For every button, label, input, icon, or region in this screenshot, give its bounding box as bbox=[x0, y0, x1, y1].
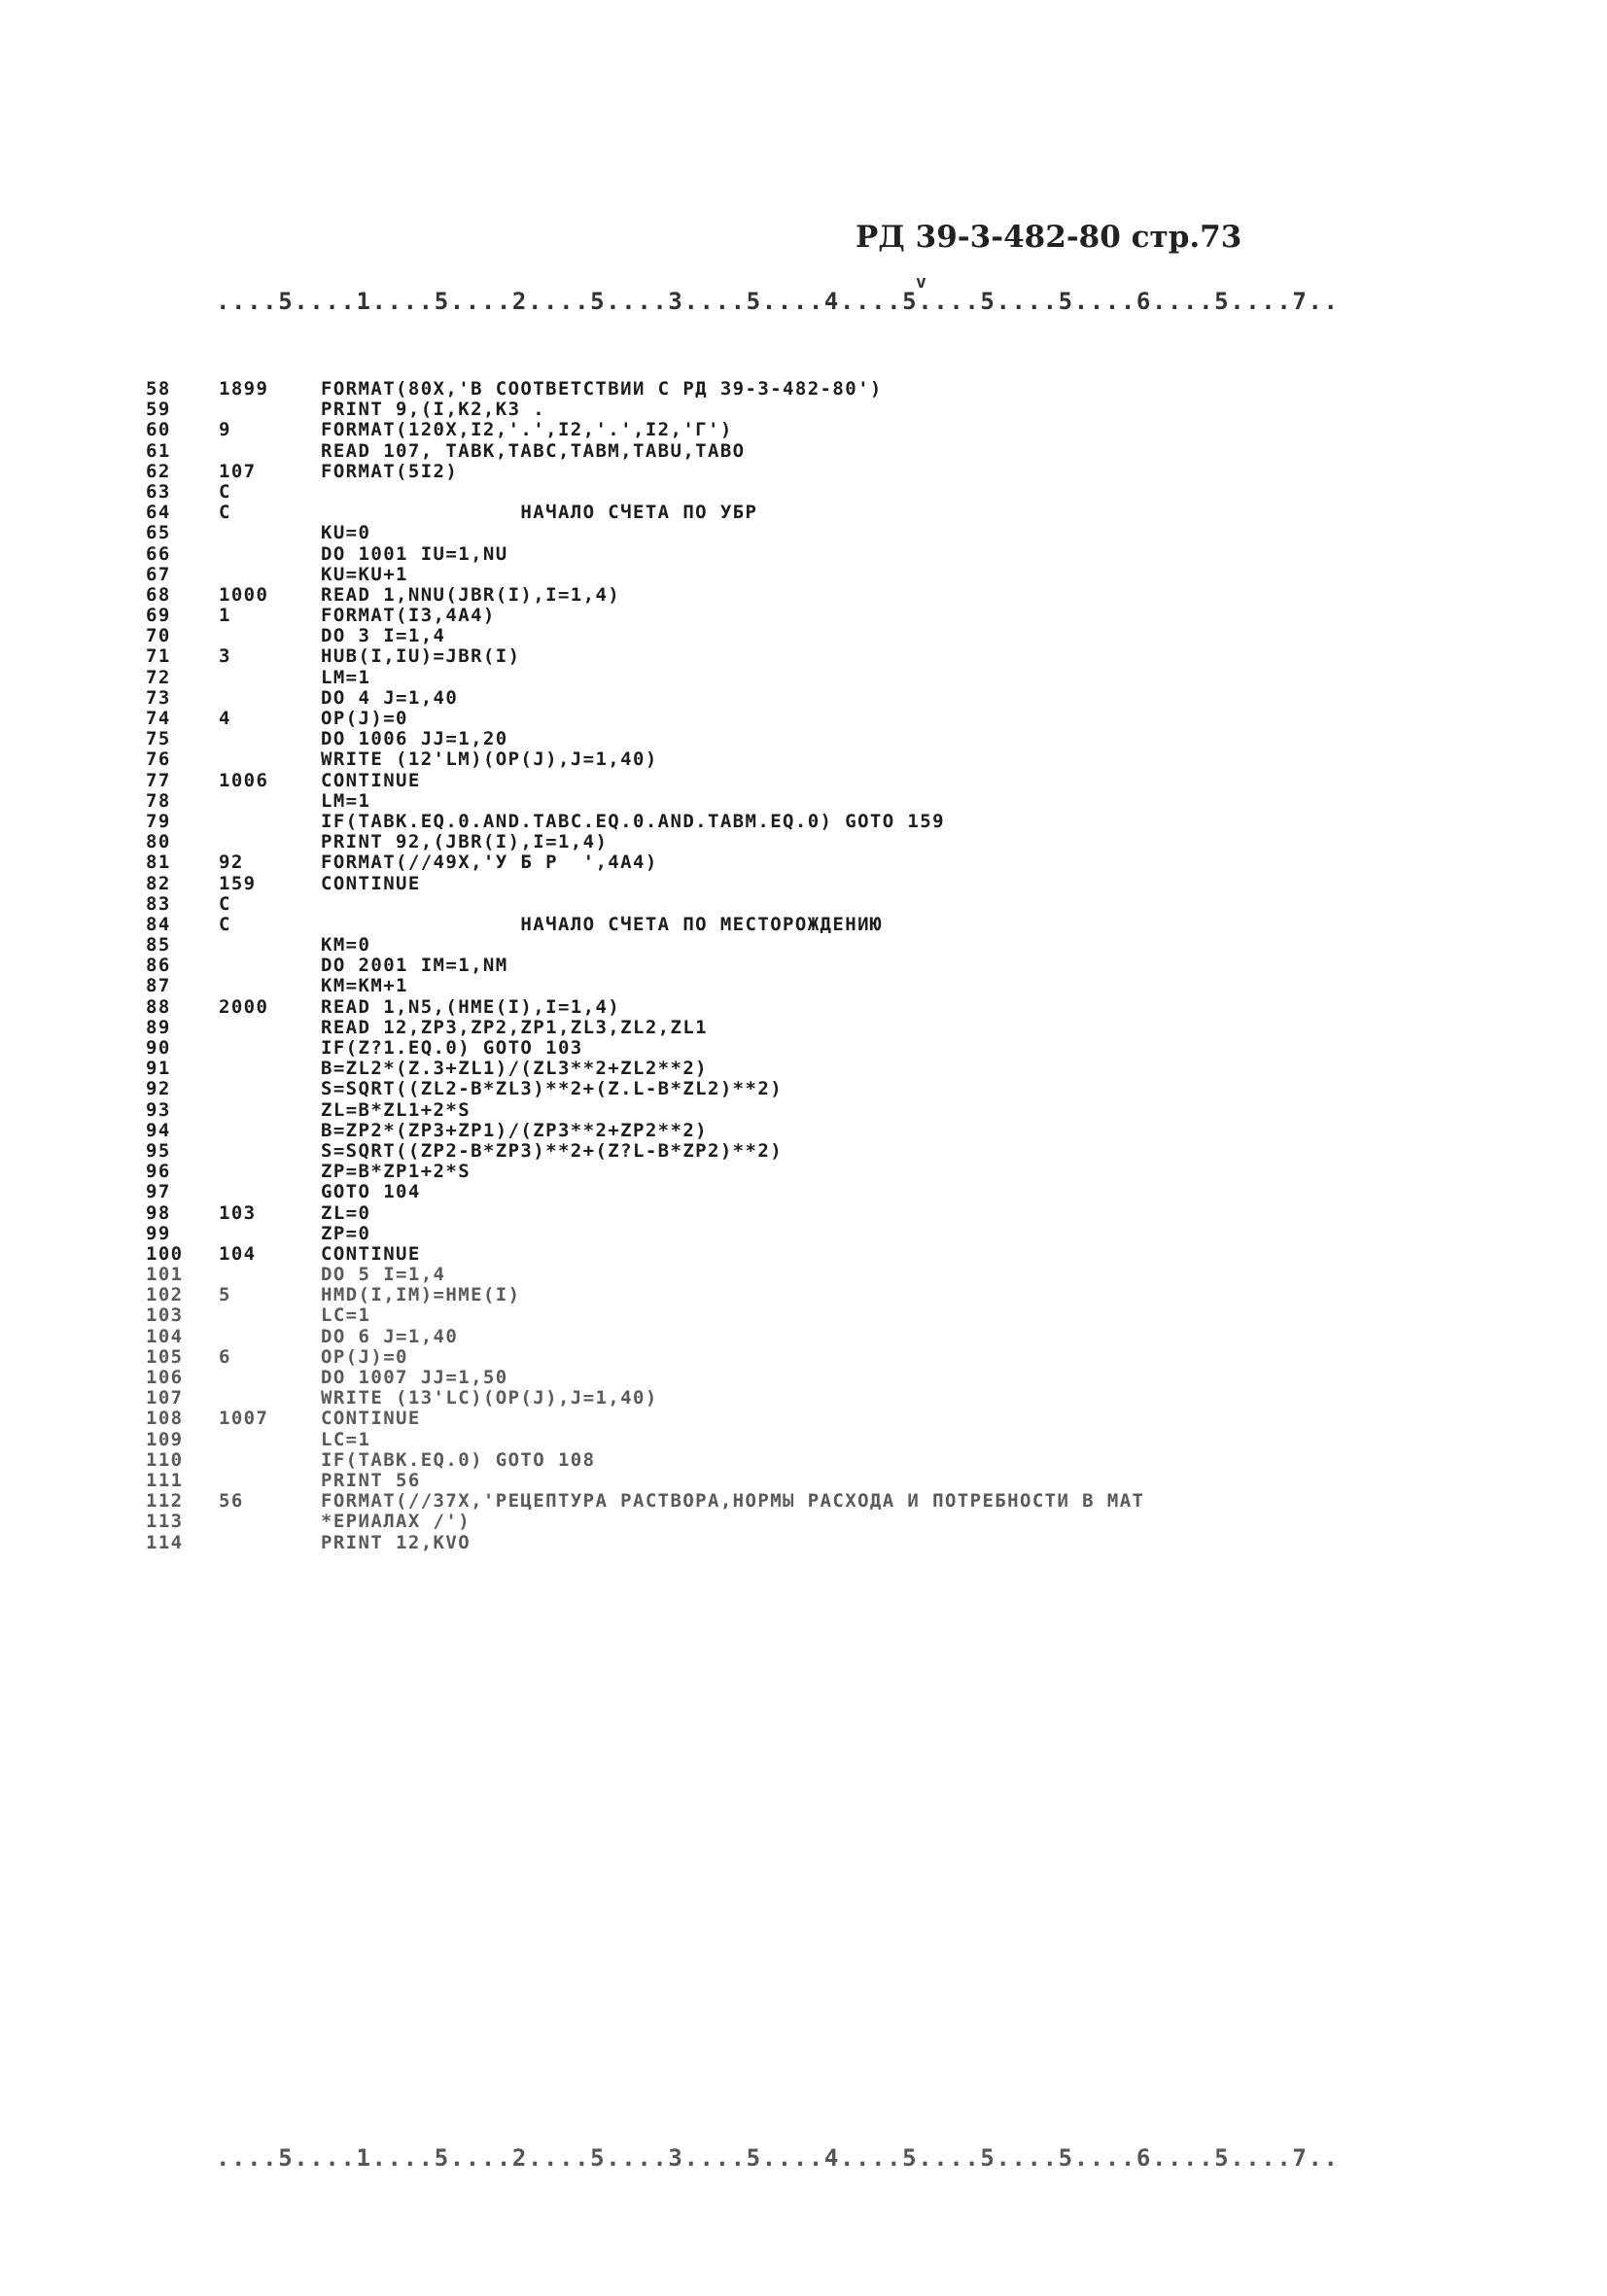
line-number: 75 bbox=[146, 728, 171, 750]
statement-label: 1006 bbox=[219, 769, 269, 791]
code-line bbox=[146, 852, 1507, 873]
code-text: *ЕРИАЛАХ /') bbox=[321, 1511, 472, 1533]
line-number: 68 bbox=[146, 583, 171, 606]
code-line bbox=[146, 1409, 1507, 1429]
line-number: 76 bbox=[146, 748, 171, 771]
code-text: WRITE (13'LC)(OP(J),J=1,40) bbox=[321, 1387, 658, 1409]
statement-label: 159 bbox=[219, 872, 257, 894]
line-number: 98 bbox=[146, 1201, 171, 1224]
line-number: 85 bbox=[146, 934, 171, 957]
code-line bbox=[146, 1491, 1507, 1512]
line-number: 73 bbox=[146, 686, 171, 709]
line-number: 59 bbox=[146, 399, 171, 421]
code-text: DO 1007 JJ=1,50 bbox=[321, 1367, 508, 1388]
line-number: 100 bbox=[146, 1242, 184, 1265]
code-line bbox=[146, 1327, 1507, 1347]
code-text: KM=0 bbox=[321, 934, 371, 957]
code-line bbox=[146, 1471, 1507, 1491]
line-number: 80 bbox=[146, 831, 171, 853]
line-number: 109 bbox=[146, 1428, 184, 1450]
line-number: 65 bbox=[146, 522, 171, 544]
code-line bbox=[146, 1265, 1507, 1285]
code-line bbox=[146, 441, 1507, 462]
line-number: 97 bbox=[146, 1181, 171, 1203]
statement-label: 1899 bbox=[219, 378, 269, 400]
line-number: 111 bbox=[146, 1469, 184, 1491]
code-line bbox=[146, 1182, 1507, 1202]
line-number: 107 bbox=[146, 1387, 184, 1409]
code-text: PRINT 92,(JBR(I),I=1,4) bbox=[321, 831, 609, 853]
code-text: DO 5 I=1,4 bbox=[321, 1264, 446, 1286]
line-number: 72 bbox=[146, 666, 171, 688]
code-line bbox=[146, 1305, 1507, 1326]
statement-label: 1007 bbox=[219, 1408, 269, 1430]
line-number: 69 bbox=[146, 605, 171, 627]
code-text: S=SQRT((ZL2-B*ZL3)**2+(Z.L-B*ZL2)**2) bbox=[321, 1078, 784, 1100]
code-line bbox=[146, 976, 1507, 996]
code-line bbox=[146, 1430, 1507, 1450]
line-number: 78 bbox=[146, 789, 171, 812]
statement-label: 2000 bbox=[219, 995, 269, 1018]
statement-label: 1 bbox=[219, 605, 231, 627]
ruler-mark: v bbox=[916, 272, 926, 293]
code-line bbox=[146, 956, 1507, 976]
column-ruler-bottom: ....5....1....5....2....5....3....5....4....5....5....5....6....5....7.. bbox=[216, 2144, 1340, 2172]
code-line bbox=[146, 874, 1507, 894]
code-text: B=ZP2*(ZP3+ZP1)/(ZP3**2+ZP2**2) bbox=[321, 1119, 709, 1141]
line-number: 101 bbox=[146, 1264, 184, 1286]
statement-label: 92 bbox=[219, 852, 244, 874]
line-number: 87 bbox=[146, 975, 171, 997]
line-number: 91 bbox=[146, 1058, 171, 1080]
code-text: FORMAT(120X,I2,'.',I2,'.',I2,'Г') bbox=[321, 419, 733, 441]
code-line bbox=[146, 503, 1507, 523]
line-number: 106 bbox=[146, 1367, 184, 1388]
line-number: 71 bbox=[146, 645, 171, 668]
line-number: 61 bbox=[146, 439, 171, 462]
code-text: B=ZL2*(Z.3+ZL1)/(ZL3**2+ZL2**2) bbox=[321, 1058, 709, 1080]
code-text: LM=1 bbox=[321, 789, 371, 812]
code-text: CONTINUE bbox=[321, 769, 421, 791]
code-line bbox=[146, 606, 1507, 626]
line-number: 92 bbox=[146, 1078, 171, 1100]
statement-label: 6 bbox=[219, 1345, 231, 1368]
code-text: DO 6 J=1,40 bbox=[321, 1325, 459, 1347]
code-line bbox=[146, 997, 1507, 1018]
code-text: READ 1,NNU(JBR(I),I=1,4) bbox=[321, 583, 621, 606]
code-line bbox=[146, 1450, 1507, 1471]
code-line bbox=[146, 482, 1507, 503]
line-number: 96 bbox=[146, 1161, 171, 1183]
code-text: DO 1006 JJ=1,20 bbox=[321, 728, 508, 750]
code-text: READ 107, TABK,TABC,TABM,TABU,TABO bbox=[321, 439, 746, 462]
code-text: FORMAT(5I2) bbox=[321, 460, 459, 482]
code-line bbox=[146, 1368, 1507, 1388]
code-line bbox=[146, 1121, 1507, 1141]
line-number: 114 bbox=[146, 1531, 184, 1553]
code-text: ZP=0 bbox=[321, 1222, 371, 1244]
line-number: 77 bbox=[146, 769, 171, 791]
code-text: KU=0 bbox=[321, 522, 371, 544]
code-text: DO 3 I=1,4 bbox=[321, 625, 446, 647]
code-text: GOTO 104 bbox=[321, 1181, 421, 1203]
code-text: CONTINUE bbox=[321, 1408, 421, 1430]
code-text: IF(Z?1.EQ.0) GOTO 103 bbox=[321, 1037, 583, 1059]
line-number: 63 bbox=[146, 480, 171, 503]
line-number: 102 bbox=[146, 1284, 184, 1306]
line-number: 108 bbox=[146, 1408, 184, 1430]
line-number: 94 bbox=[146, 1119, 171, 1141]
code-text: HMD(I,IM)=HME(I) bbox=[321, 1284, 521, 1306]
code-listing bbox=[146, 379, 1507, 1553]
code-line bbox=[146, 1388, 1507, 1409]
code-line bbox=[146, 935, 1507, 956]
code-line bbox=[146, 646, 1507, 667]
statement-label: 1000 bbox=[219, 583, 269, 606]
code-line bbox=[146, 915, 1507, 935]
code-line bbox=[146, 523, 1507, 543]
code-line bbox=[146, 812, 1507, 832]
code-line bbox=[146, 420, 1507, 440]
code-line bbox=[146, 1244, 1507, 1265]
code-text: WRITE (12'LM)(OP(J),J=1,40) bbox=[321, 748, 658, 771]
code-line bbox=[146, 544, 1507, 565]
line-number: 88 bbox=[146, 995, 171, 1018]
code-line bbox=[146, 1059, 1507, 1079]
code-line bbox=[146, 771, 1507, 791]
line-number: 90 bbox=[146, 1037, 171, 1059]
statement-label: C bbox=[219, 913, 231, 935]
code-text: FORMAT(80X,'В СООТВЕТСТВИИ С РД 39-3-482-80') bbox=[321, 378, 883, 400]
code-line bbox=[146, 462, 1507, 482]
line-number: 103 bbox=[146, 1305, 184, 1327]
code-text: PRINT 12,KVO bbox=[321, 1531, 472, 1553]
line-number: 74 bbox=[146, 708, 171, 729]
code-text: FORMAT(I3,4A4) bbox=[321, 605, 496, 627]
statement-label: 9 bbox=[219, 419, 231, 441]
line-number: 70 bbox=[146, 625, 171, 647]
code-text: LC=1 bbox=[321, 1305, 371, 1327]
statement-label: 103 bbox=[219, 1201, 257, 1224]
code-text: READ 12,ZP3,ZP2,ZP1,ZL3,ZL2,ZL1 bbox=[321, 1016, 709, 1038]
statement-label: 5 bbox=[219, 1284, 231, 1306]
code-line bbox=[146, 1203, 1507, 1224]
line-number: 66 bbox=[146, 542, 171, 565]
line-number: 58 bbox=[146, 378, 171, 400]
line-number: 104 bbox=[146, 1325, 184, 1347]
line-number: 89 bbox=[146, 1016, 171, 1038]
code-text: HUB(I,IU)=JBR(I) bbox=[321, 645, 521, 668]
code-text: KM=KM+1 bbox=[321, 975, 408, 997]
code-line bbox=[146, 1038, 1507, 1059]
code-text: CONTINUE bbox=[321, 1242, 421, 1265]
line-number: 113 bbox=[146, 1511, 184, 1533]
line-number: 81 bbox=[146, 852, 171, 874]
code-text: ZL=B*ZL1+2*S bbox=[321, 1098, 472, 1121]
code-text: FORMAT(//37X,'РЕЦЕПТУРА РАСТВОРА,НОРМЫ РАСХОДА И ПОТРЕБНОСТИ В МАТ bbox=[321, 1490, 1145, 1513]
line-number: 84 bbox=[146, 913, 171, 935]
code-text: DO 1001 IU=1,NU bbox=[321, 542, 508, 565]
statement-label: C bbox=[219, 502, 231, 524]
line-number: 93 bbox=[146, 1098, 171, 1121]
line-number: 64 bbox=[146, 502, 171, 524]
code-text: IF(TABK.EQ.0.AND.TABC.EQ.0.AND.TABM.EQ.0) GOTO 159 bbox=[321, 810, 945, 832]
code-text: OP(J)=0 bbox=[321, 1345, 408, 1368]
statement-label: 107 bbox=[219, 460, 257, 482]
code-text: KU=KU+1 bbox=[321, 563, 408, 585]
line-number: 95 bbox=[146, 1139, 171, 1162]
code-text: НАЧАЛО СЧЕТА ПО УБР bbox=[321, 502, 758, 524]
line-number: 112 bbox=[146, 1490, 184, 1513]
code-text: PRINT 9,(I,K2,K3 . bbox=[321, 399, 546, 421]
code-text: LM=1 bbox=[321, 666, 371, 688]
column-ruler-top: ....5....1....5....2....5....3....5....4....5....5....5....6....5....7.. bbox=[216, 288, 1340, 315]
statement-label: 4 bbox=[219, 708, 231, 729]
code-text: НАЧАЛО СЧЕТА ПО МЕСТОРОЖДЕНИЮ bbox=[321, 913, 883, 935]
code-text: S=SQRT((ZP2-B*ZP3)**2+(Z?L-B*ZP2)**2) bbox=[321, 1139, 784, 1162]
code-line bbox=[146, 1162, 1507, 1182]
code-line bbox=[146, 626, 1507, 646]
code-line bbox=[146, 379, 1507, 400]
line-number: 99 bbox=[146, 1222, 171, 1244]
code-line bbox=[146, 688, 1507, 709]
code-line bbox=[146, 1285, 1507, 1305]
line-number: 86 bbox=[146, 955, 171, 977]
line-number: 82 bbox=[146, 872, 171, 894]
statement-label: C bbox=[219, 480, 231, 503]
code-line bbox=[146, 1018, 1507, 1038]
code-line bbox=[146, 400, 1507, 420]
code-line bbox=[146, 709, 1507, 729]
statement-label: C bbox=[219, 892, 231, 915]
code-text: ZP=B*ZP1+2*S bbox=[321, 1161, 472, 1183]
code-text: DO 2001 IM=1,NM bbox=[321, 955, 508, 977]
code-line bbox=[146, 894, 1507, 915]
code-text: OP(J)=0 bbox=[321, 708, 408, 729]
line-number: 110 bbox=[146, 1448, 184, 1471]
line-number: 105 bbox=[146, 1345, 184, 1368]
code-line bbox=[146, 1533, 1507, 1553]
code-text: FORMAT(//49X,'У Б Р ',4A4) bbox=[321, 852, 658, 874]
code-text: IF(TABK.EQ.0) GOTO 108 bbox=[321, 1448, 596, 1471]
code-line bbox=[146, 729, 1507, 749]
document-reference: РД 39-3-482-80 стр.73 bbox=[856, 220, 1242, 255]
code-line bbox=[146, 585, 1507, 606]
code-line bbox=[146, 1347, 1507, 1368]
line-number: 67 bbox=[146, 563, 171, 585]
code-line bbox=[146, 1224, 1507, 1244]
line-number: 62 bbox=[146, 460, 171, 482]
statement-label: 56 bbox=[219, 1490, 244, 1513]
code-line bbox=[146, 1512, 1507, 1532]
code-line bbox=[146, 832, 1507, 852]
code-text: ZL=0 bbox=[321, 1201, 371, 1224]
code-text: LC=1 bbox=[321, 1428, 371, 1450]
line-number: 79 bbox=[146, 810, 171, 832]
code-line bbox=[146, 791, 1507, 812]
code-line bbox=[146, 668, 1507, 688]
statement-label: 104 bbox=[219, 1242, 257, 1265]
code-text: READ 1,N5,(HME(I),I=1,4) bbox=[321, 995, 621, 1018]
code-text: DO 4 J=1,40 bbox=[321, 686, 459, 709]
code-line bbox=[146, 1100, 1507, 1121]
code-line bbox=[146, 1141, 1507, 1162]
code-text: PRINT 56 bbox=[321, 1469, 421, 1491]
statement-label: 3 bbox=[219, 645, 231, 668]
code-line bbox=[146, 565, 1507, 585]
line-number: 83 bbox=[146, 892, 171, 915]
code-line bbox=[146, 1079, 1507, 1099]
code-line bbox=[146, 749, 1507, 770]
line-number: 60 bbox=[146, 419, 171, 441]
code-text: CONTINUE bbox=[321, 872, 421, 894]
